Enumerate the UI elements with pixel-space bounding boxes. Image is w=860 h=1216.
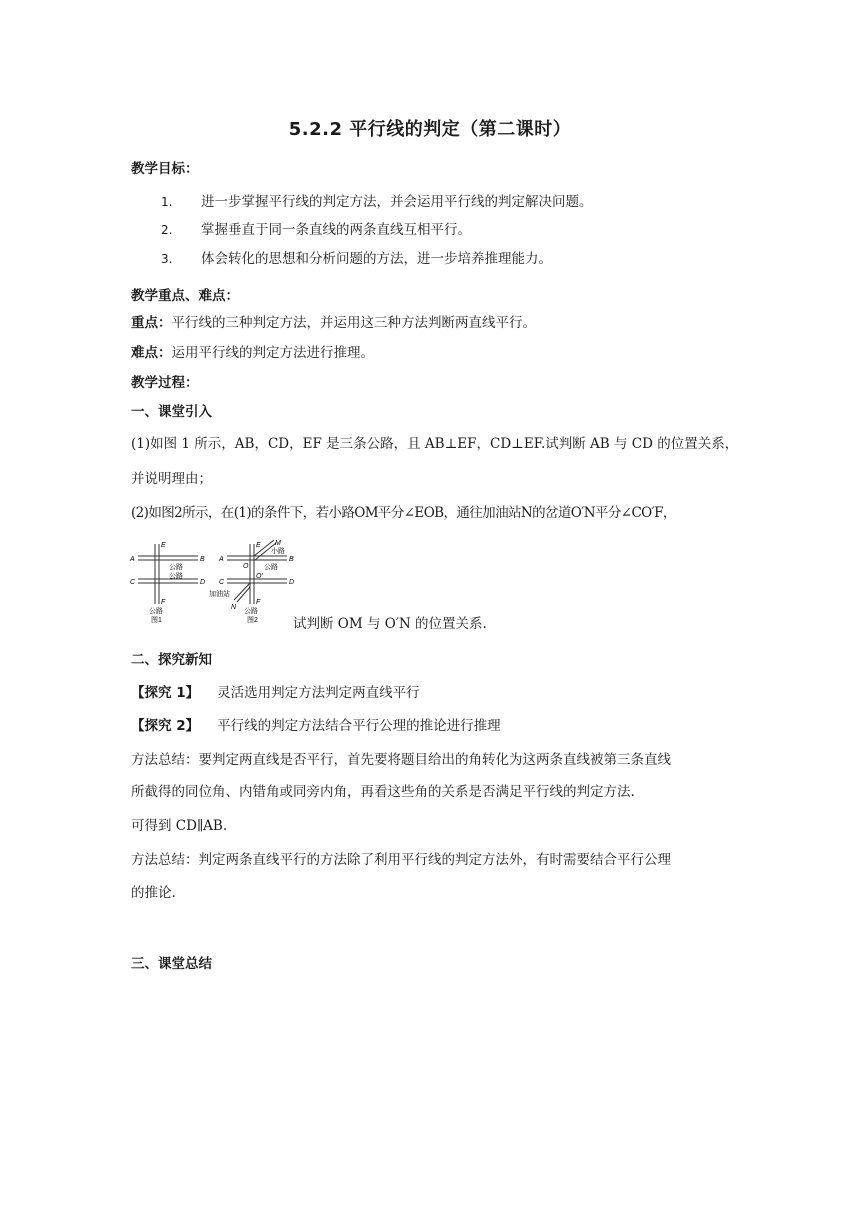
fig1-road-label: 公路 [169, 564, 183, 571]
fig1-label-e: E [161, 542, 166, 549]
fig2-caption: 图2 [247, 617, 258, 624]
fig1-road-label: 公路 [169, 573, 183, 580]
explore2-line [131, 714, 501, 734]
fig2-label-b: B [289, 556, 294, 563]
key-points-heading: 教学重点、难点： [131, 288, 239, 304]
process-heading: 教学过程： [131, 375, 199, 391]
summary1-line1: 方法总结：要判定两直线是否平行，首先要将题目给出的角转化为这两条直线被第三条直线 [131, 752, 671, 768]
conclusion-line: 可得到 CD∥AB. [131, 818, 228, 834]
fig2-road-label: 公路 [244, 608, 258, 615]
fig2-label-a: A [219, 556, 224, 563]
section-heading-intro: 一、课堂引入 [131, 404, 212, 420]
fig2-label-f: F [256, 599, 261, 606]
fig1-road-label: 公路 [149, 608, 163, 615]
explore1-text: 灵活选用判定方法判定两直线平行 [217, 685, 420, 701]
difficulty-text: 运用平行线的判定方法进行推理。 [171, 345, 374, 361]
fig2-label-d: D [289, 579, 295, 586]
objective-text: 进一步掌握平行线的判定方法，并会运用平行线的判定解决问题。 [201, 194, 593, 210]
key-label: 重点： [131, 315, 172, 331]
summary2-line2: 的推论. [131, 885, 176, 901]
objective-item [161, 247, 552, 267]
figure-1 [128, 538, 208, 630]
list-number: 3. [161, 252, 173, 266]
summary1-line2: 所截得的同位角、内错角或同旁内角，再看这些角的关系是否满足平行线的判定方法. [131, 784, 635, 800]
fig2-label-c: C [219, 579, 225, 586]
objective-item [161, 190, 593, 210]
section-heading-summary: 三、课堂总结 [131, 956, 212, 972]
fig2-label-e: E [256, 542, 261, 549]
list-number: 1. [161, 195, 173, 209]
fig1-label-d: D [200, 579, 206, 586]
explore1-line [131, 681, 420, 701]
fig1-label-a: A [130, 556, 135, 563]
explore2-tag: 【探究 2】 [131, 718, 200, 734]
fig1-caption: 图1 [151, 617, 162, 624]
figure-2 [207, 538, 299, 630]
fig2-label-o: O [243, 563, 249, 570]
fig2-path-label: 小路 [271, 548, 285, 555]
fig2-label-o-prime: O′ [256, 573, 263, 580]
fig1-label-f: F [161, 599, 166, 606]
problem2-line2: 试判断 OM 与 O′N 的位置关系. [293, 616, 487, 632]
fig2-station-label: 加油站 [209, 591, 230, 598]
fig1-label-c: C [130, 579, 136, 586]
objectives-heading: 教学目标： [131, 161, 199, 177]
objective-item [161, 218, 471, 238]
page-title: 5.2.2 平行线的判定（第二课时） [288, 119, 572, 140]
problem2-line1: (2)如图2所示，在(1)的条件下，若小路OM平分∠EOB，通往加油站N的岔道O′N平分∠CO′F， [131, 505, 676, 521]
key-text: 平行线的三种判定方法，并运用这三种方法判断两直线平行。 [171, 315, 536, 331]
fig2-label-n: N [231, 604, 237, 611]
list-number: 2. [161, 223, 173, 237]
section-heading-explore: 二、探究新知 [131, 652, 212, 668]
key-point-line [131, 311, 536, 331]
fig2-road-label: 公路 [264, 564, 278, 571]
explore2-text: 平行线的判定方法结合平行公理的推论进行推理 [217, 718, 501, 734]
objective-text: 掌握垂直于同一条直线的两条直线互相平行。 [201, 222, 471, 238]
problem1-line2: 并说明理由； [131, 471, 212, 487]
difficulty-line [131, 341, 374, 361]
summary2-line1: 方法总结：判定两条直线平行的方法除了利用平行线的判定方法外，有时需要结合平行公理 [131, 852, 671, 868]
explore1-tag: 【探究 1】 [131, 685, 200, 701]
problem1-line1: (1)如图 1 所示，AB，CD，EF 是三条公路，且 AB⊥EF，CD⊥EF.试判断 AB 与 CD 的位置关系， [131, 436, 739, 452]
objective-text: 体会转化的思想和分析问题的方法，进一步培养推理能力。 [201, 251, 552, 267]
fig1-label-b: B [200, 556, 205, 563]
fig2-label-m: M [275, 540, 281, 547]
difficulty-label: 难点： [131, 345, 172, 361]
